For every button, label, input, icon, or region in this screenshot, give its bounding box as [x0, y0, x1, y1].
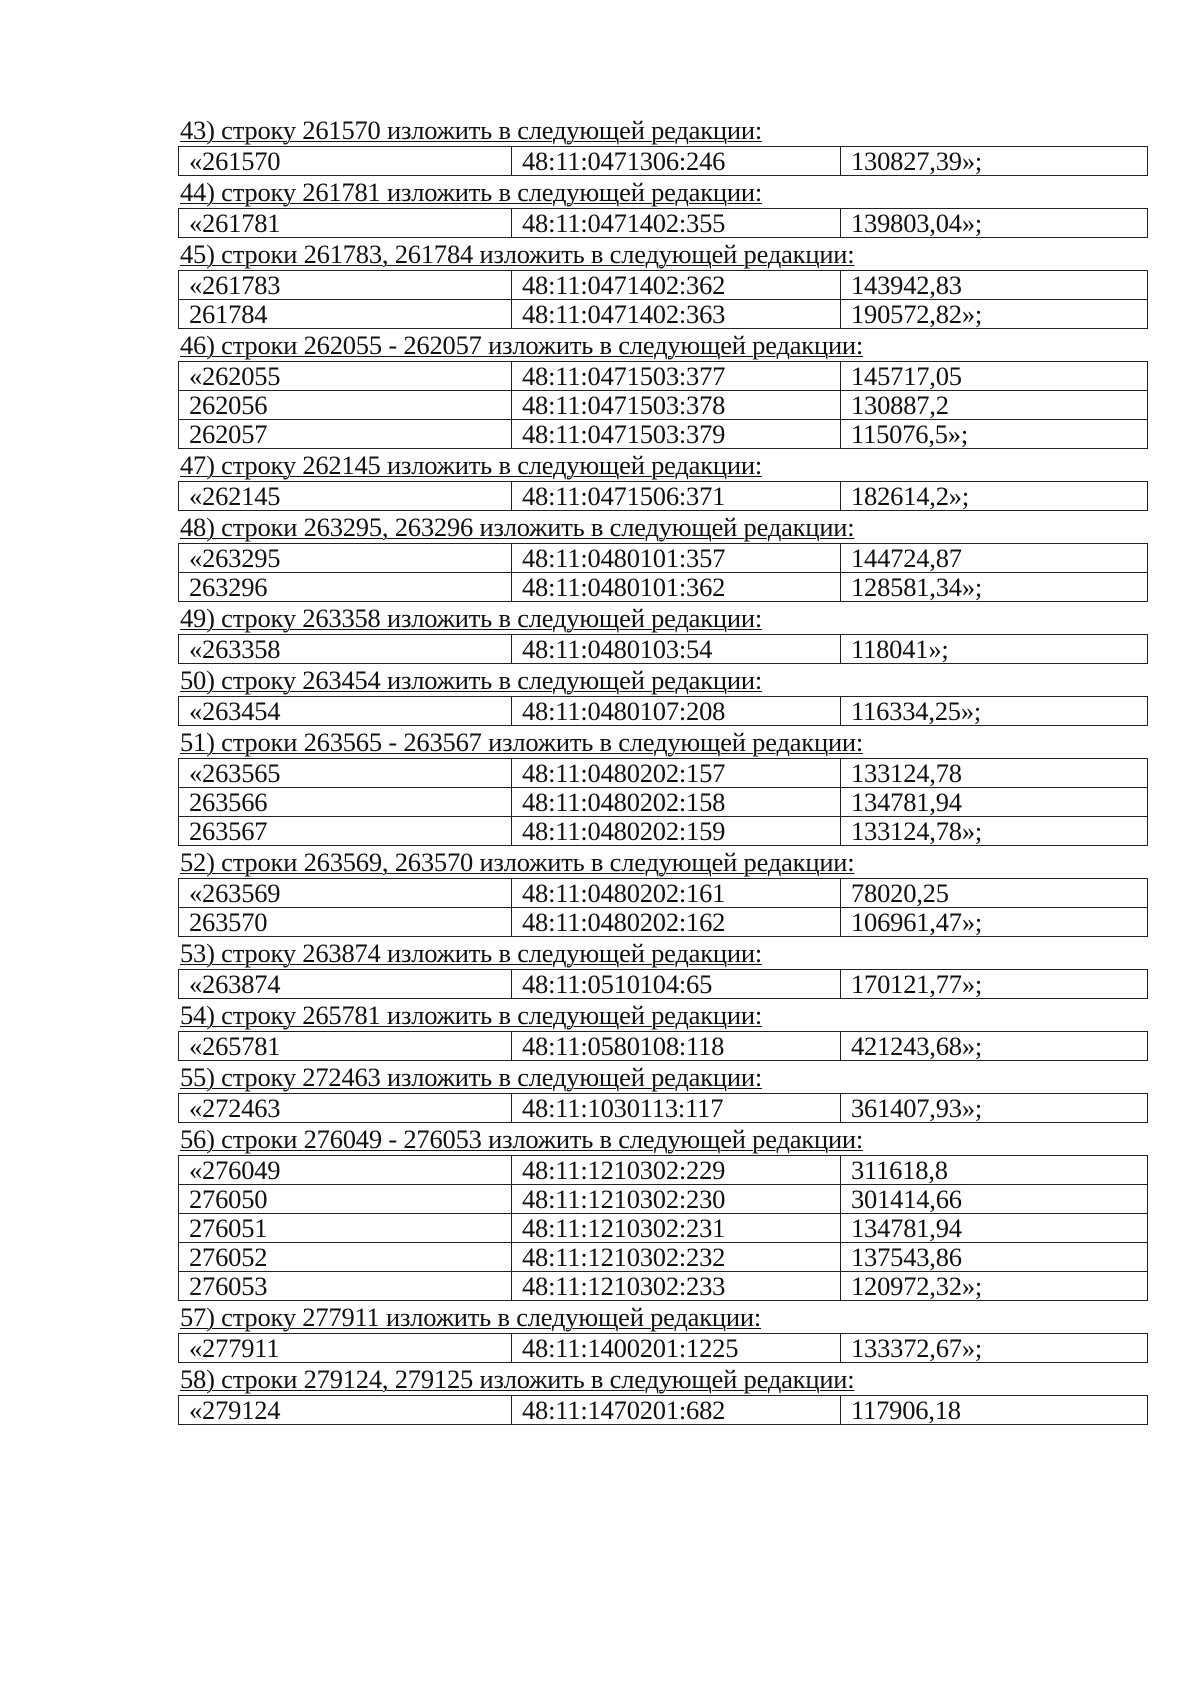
- value-cell: 134781,94: [841, 788, 1148, 817]
- amendments-list: [178, 114, 1148, 1425]
- amendment-table: [178, 361, 1148, 449]
- amendment-heading: 55) строку 272463 изложить в следующей редакции:: [180, 1062, 762, 1092]
- amendment-heading: 56) строки 276049 - 276053 изложить в следующей редакции:: [180, 1124, 864, 1154]
- row-number-cell: «272463: [179, 1094, 512, 1123]
- amendment-table: [178, 146, 1148, 176]
- table-row: [179, 1396, 1148, 1425]
- amendment-table: [178, 543, 1148, 602]
- table-row: [179, 209, 1148, 238]
- amendment-heading: 47) строку 262145 изложить в следующей редакции:: [180, 450, 762, 480]
- value-cell: 115076,5»;: [841, 420, 1148, 449]
- amendment-section: [178, 511, 1148, 602]
- amendment-table: [178, 208, 1148, 238]
- table-row: [179, 147, 1148, 176]
- table-row: [179, 1185, 1148, 1214]
- amendment-table: [178, 270, 1148, 329]
- cadastral-number-cell: 48:11:0510104:65: [512, 970, 841, 999]
- amendment-table: [178, 1093, 1148, 1123]
- amendment-heading: 48) строки 263295, 263296 изложить в следующей редакции:: [180, 512, 855, 542]
- value-cell: 311618,8: [841, 1156, 1148, 1185]
- value-cell: 128581,34»;: [841, 573, 1148, 602]
- row-number-cell: 263567: [179, 817, 512, 846]
- cadastral-number-cell: 48:11:0480202:161: [512, 879, 841, 908]
- table-row: [179, 362, 1148, 391]
- amendment-section: [178, 999, 1148, 1061]
- value-cell: 133124,78»;: [841, 817, 1148, 846]
- cadastral-number-cell: 48:11:0480202:158: [512, 788, 841, 817]
- cadastral-number-cell: 48:11:0480101:362: [512, 573, 841, 602]
- value-cell: 421243,68»;: [841, 1032, 1148, 1061]
- row-number-cell: «279124: [179, 1396, 512, 1425]
- amendment-table: [178, 1395, 1148, 1425]
- amendment-section: [178, 1301, 1148, 1363]
- amendment-heading: 57) строку 277911 изложить в следующей редакции:: [180, 1302, 762, 1332]
- table-row: [179, 788, 1148, 817]
- table-row: [179, 391, 1148, 420]
- amendment-table: [178, 1155, 1148, 1301]
- row-number-cell: 276053: [179, 1272, 512, 1301]
- cadastral-number-cell: 48:11:0471306:246: [512, 147, 841, 176]
- value-cell: 130887,2: [841, 391, 1148, 420]
- amendment-heading: 50) строку 263454 изложить в следующей редакции:: [180, 665, 762, 695]
- value-cell: 137543,86: [841, 1243, 1148, 1272]
- value-cell: 116334,25»;: [841, 697, 1148, 726]
- value-cell: 133372,67»;: [841, 1334, 1148, 1363]
- cadastral-number-cell: 48:11:0480202:159: [512, 817, 841, 846]
- table-row: [179, 544, 1148, 573]
- value-cell: 117906,18: [841, 1396, 1148, 1425]
- amendment-section: [178, 846, 1148, 937]
- value-cell: 133124,78: [841, 759, 1148, 788]
- value-cell: 130827,39»;: [841, 147, 1148, 176]
- cadastral-number-cell: 48:11:1400201:1225: [512, 1334, 841, 1363]
- value-cell: 144724,87: [841, 544, 1148, 573]
- row-number-cell: «261783: [179, 271, 512, 300]
- row-number-cell: «261570: [179, 147, 512, 176]
- cadastral-number-cell: 48:11:0471503:378: [512, 391, 841, 420]
- value-cell: 301414,66: [841, 1185, 1148, 1214]
- value-cell: 190572,82»;: [841, 300, 1148, 329]
- cadastral-number-cell: 48:11:1210302:231: [512, 1214, 841, 1243]
- amendment-section: [178, 238, 1148, 329]
- table-row: [179, 1334, 1148, 1363]
- cadastral-number-cell: 48:11:1210302:229: [512, 1156, 841, 1185]
- row-number-cell: 263566: [179, 788, 512, 817]
- amendment-heading: 44) строку 261781 изложить в следующей редакции:: [180, 177, 762, 207]
- amendment-section: [178, 1123, 1148, 1301]
- cadastral-number-cell: 48:11:0480101:357: [512, 544, 841, 573]
- amendment-section: [178, 114, 1148, 176]
- cadastral-number-cell: 48:11:0480103:54: [512, 635, 841, 664]
- cadastral-number-cell: 48:11:1030113:117: [512, 1094, 841, 1123]
- table-row: [179, 817, 1148, 846]
- table-row: [179, 1214, 1148, 1243]
- row-number-cell: «277911: [179, 1334, 512, 1363]
- table-row: [179, 271, 1148, 300]
- value-cell: 120972,32»;: [841, 1272, 1148, 1301]
- cadastral-number-cell: 48:11:0480202:157: [512, 759, 841, 788]
- cadastral-number-cell: 48:11:1470201:682: [512, 1396, 841, 1425]
- amendment-table: [178, 481, 1148, 511]
- cadastral-number-cell: 48:11:0471506:371: [512, 482, 841, 511]
- row-number-cell: «263565: [179, 759, 512, 788]
- table-row: [179, 1156, 1148, 1185]
- row-number-cell: «263295: [179, 544, 512, 573]
- table-row: [179, 1272, 1148, 1301]
- amendment-section: [178, 602, 1148, 664]
- amendment-heading: 45) строки 261783, 261784 изложить в следующей редакции:: [180, 239, 855, 269]
- cadastral-number-cell: 48:11:0471503:377: [512, 362, 841, 391]
- cadastral-number-cell: 48:11:0471402:362: [512, 271, 841, 300]
- row-number-cell: «265781: [179, 1032, 512, 1061]
- table-row: [179, 573, 1148, 602]
- row-number-cell: «263454: [179, 697, 512, 726]
- amendment-heading: 53) строку 263874 изложить в следующей редакции:: [180, 938, 762, 968]
- row-number-cell: «263569: [179, 879, 512, 908]
- value-cell: 78020,25: [841, 879, 1148, 908]
- cadastral-number-cell: 48:11:0480202:162: [512, 908, 841, 937]
- table-row: [179, 970, 1148, 999]
- table-row: [179, 1032, 1148, 1061]
- row-number-cell: 262056: [179, 391, 512, 420]
- value-cell: 134781,94: [841, 1214, 1148, 1243]
- row-number-cell: 263570: [179, 908, 512, 937]
- value-cell: 106961,47»;: [841, 908, 1148, 937]
- value-cell: 143942,83: [841, 271, 1148, 300]
- amendment-section: [178, 449, 1148, 511]
- row-number-cell: 262057: [179, 420, 512, 449]
- amendment-table: [178, 969, 1148, 999]
- amendment-table: [178, 696, 1148, 726]
- amendment-section: [178, 176, 1148, 238]
- cadastral-number-cell: 48:11:1210302:230: [512, 1185, 841, 1214]
- table-row: [179, 759, 1148, 788]
- amendment-section: [178, 329, 1148, 449]
- row-number-cell: «263358: [179, 635, 512, 664]
- amendment-heading: 46) строки 262055 - 262057 изложить в следующей редакции:: [180, 330, 864, 360]
- amendment-heading: 54) строку 265781 изложить в следующей редакции:: [180, 1000, 762, 1030]
- table-row: [179, 908, 1148, 937]
- table-row: [179, 1094, 1148, 1123]
- row-number-cell: «276049: [179, 1156, 512, 1185]
- row-number-cell: «262145: [179, 482, 512, 511]
- row-number-cell: 276052: [179, 1243, 512, 1272]
- cadastral-number-cell: 48:11:1210302:233: [512, 1272, 841, 1301]
- amendment-table: [178, 1333, 1148, 1363]
- cadastral-number-cell: 48:11:0580108:118: [512, 1032, 841, 1061]
- table-row: [179, 300, 1148, 329]
- row-number-cell: «261781: [179, 209, 512, 238]
- value-cell: 182614,2»;: [841, 482, 1148, 511]
- amendment-heading: 58) строки 279124, 279125 изложить в следующей редакции:: [180, 1364, 855, 1394]
- cadastral-number-cell: 48:11:0480107:208: [512, 697, 841, 726]
- amendment-heading: 52) строки 263569, 263570 изложить в следующей редакции:: [180, 847, 855, 877]
- row-number-cell: «262055: [179, 362, 512, 391]
- amendment-heading: 51) строки 263565 - 263567 изложить в следующей редакции:: [180, 727, 864, 757]
- table-row: [179, 697, 1148, 726]
- row-number-cell: 276050: [179, 1185, 512, 1214]
- amendment-table: [178, 1031, 1148, 1061]
- amendment-heading: 43) строку 261570 изложить в следующей редакции:: [180, 115, 762, 145]
- value-cell: 118041»;: [841, 635, 1148, 664]
- amendment-heading: 49) строку 263358 изложить в следующей редакции:: [180, 603, 762, 633]
- cadastral-number-cell: 48:11:0471402:355: [512, 209, 841, 238]
- amendment-section: [178, 937, 1148, 999]
- value-cell: 361407,93»;: [841, 1094, 1148, 1123]
- amendment-section: [178, 726, 1148, 846]
- amendment-section: [178, 1363, 1148, 1425]
- cadastral-number-cell: 48:11:1210302:232: [512, 1243, 841, 1272]
- value-cell: 145717,05: [841, 362, 1148, 391]
- value-cell: 139803,04»;: [841, 209, 1148, 238]
- row-number-cell: 263296: [179, 573, 512, 602]
- amendment-table: [178, 634, 1148, 664]
- amendment-table: [178, 758, 1148, 846]
- row-number-cell: 276051: [179, 1214, 512, 1243]
- value-cell: 170121,77»;: [841, 970, 1148, 999]
- amendment-section: [178, 1061, 1148, 1123]
- amendment-section: [178, 664, 1148, 726]
- row-number-cell: 261784: [179, 300, 512, 329]
- row-number-cell: «263874: [179, 970, 512, 999]
- table-row: [179, 482, 1148, 511]
- cadastral-number-cell: 48:11:0471402:363: [512, 300, 841, 329]
- cadastral-number-cell: 48:11:0471503:379: [512, 420, 841, 449]
- table-row: [179, 879, 1148, 908]
- amendment-table: [178, 878, 1148, 937]
- table-row: [179, 420, 1148, 449]
- table-row: [179, 1243, 1148, 1272]
- table-row: [179, 635, 1148, 664]
